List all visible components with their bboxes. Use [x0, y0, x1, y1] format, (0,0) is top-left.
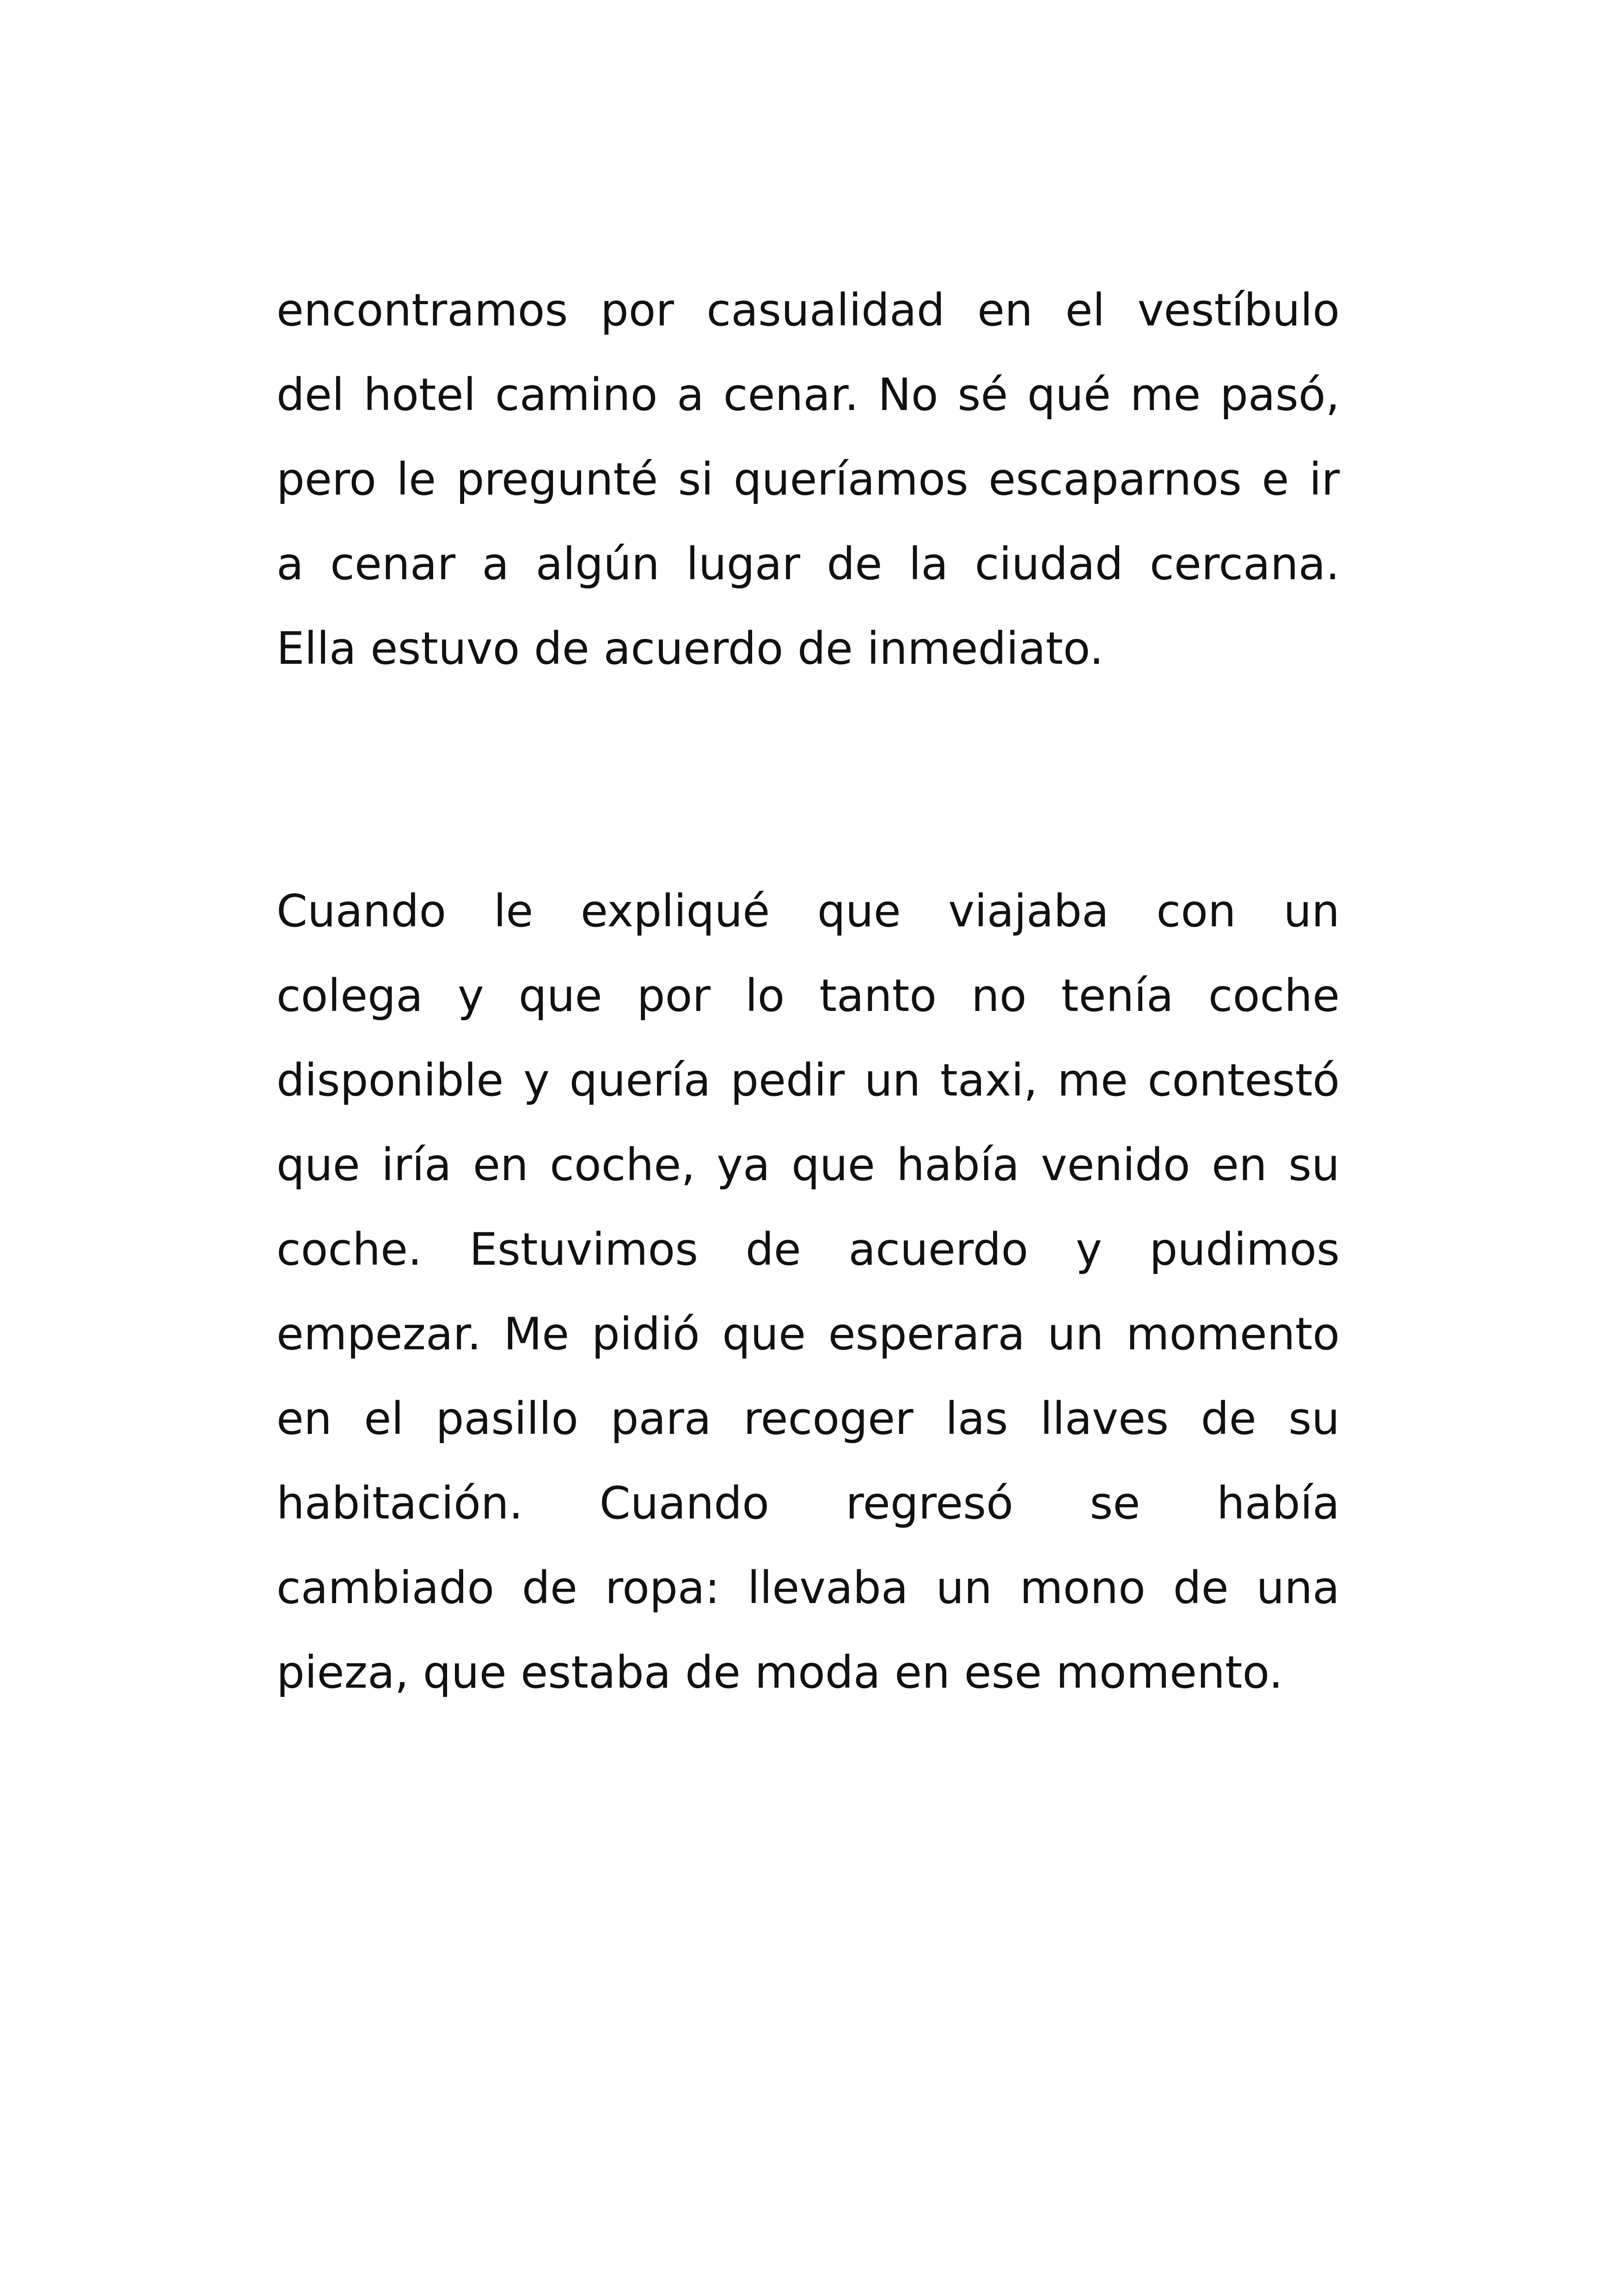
- paragraph-line: Ella estuvo de acuerdo de inmediato.: [276, 623, 1104, 674]
- paragraph-line: en el pasillo para recoger las llaves de su: [276, 1393, 1340, 1445]
- paragraph-line: disponible y quería pedir un taxi, me contestó: [276, 1054, 1340, 1106]
- paragraph-line: pero le pregunté si queríamos escaparnos e ir: [276, 453, 1340, 505]
- paragraph-line: colega y que por lo tanto no tenía coche: [276, 970, 1340, 1022]
- paragraph-line: pieza, que estaba de moda en ese momento.: [276, 1647, 1283, 1698]
- paragraph-line: del hotel camino a cenar. No sé qué me pasó,: [276, 369, 1340, 421]
- paragraph-2: [276, 869, 1340, 1715]
- paragraph-line: que iría en coche, ya que había venido en su: [276, 1139, 1340, 1191]
- paragraph-line: habitación. Cuando regresó se había: [276, 1477, 1340, 1529]
- paragraph-line: coche. Estuvimos de acuerdo y pudimos: [276, 1224, 1340, 1275]
- paragraph-line: Cuando le expliqué que viajaba con un: [276, 885, 1340, 937]
- paragraph-line: encontramos por casualidad en el vestíbulo: [276, 284, 1340, 336]
- paragraph-line: empezar. Me pidió que esperara un momento: [276, 1308, 1340, 1360]
- paragraph-line: a cenar a algún lugar de la ciudad cercana.: [276, 538, 1340, 590]
- paragraph-1: [276, 268, 1340, 691]
- paragraph-line: cambiado de ropa: llevaba un mono de una: [276, 1562, 1340, 1614]
